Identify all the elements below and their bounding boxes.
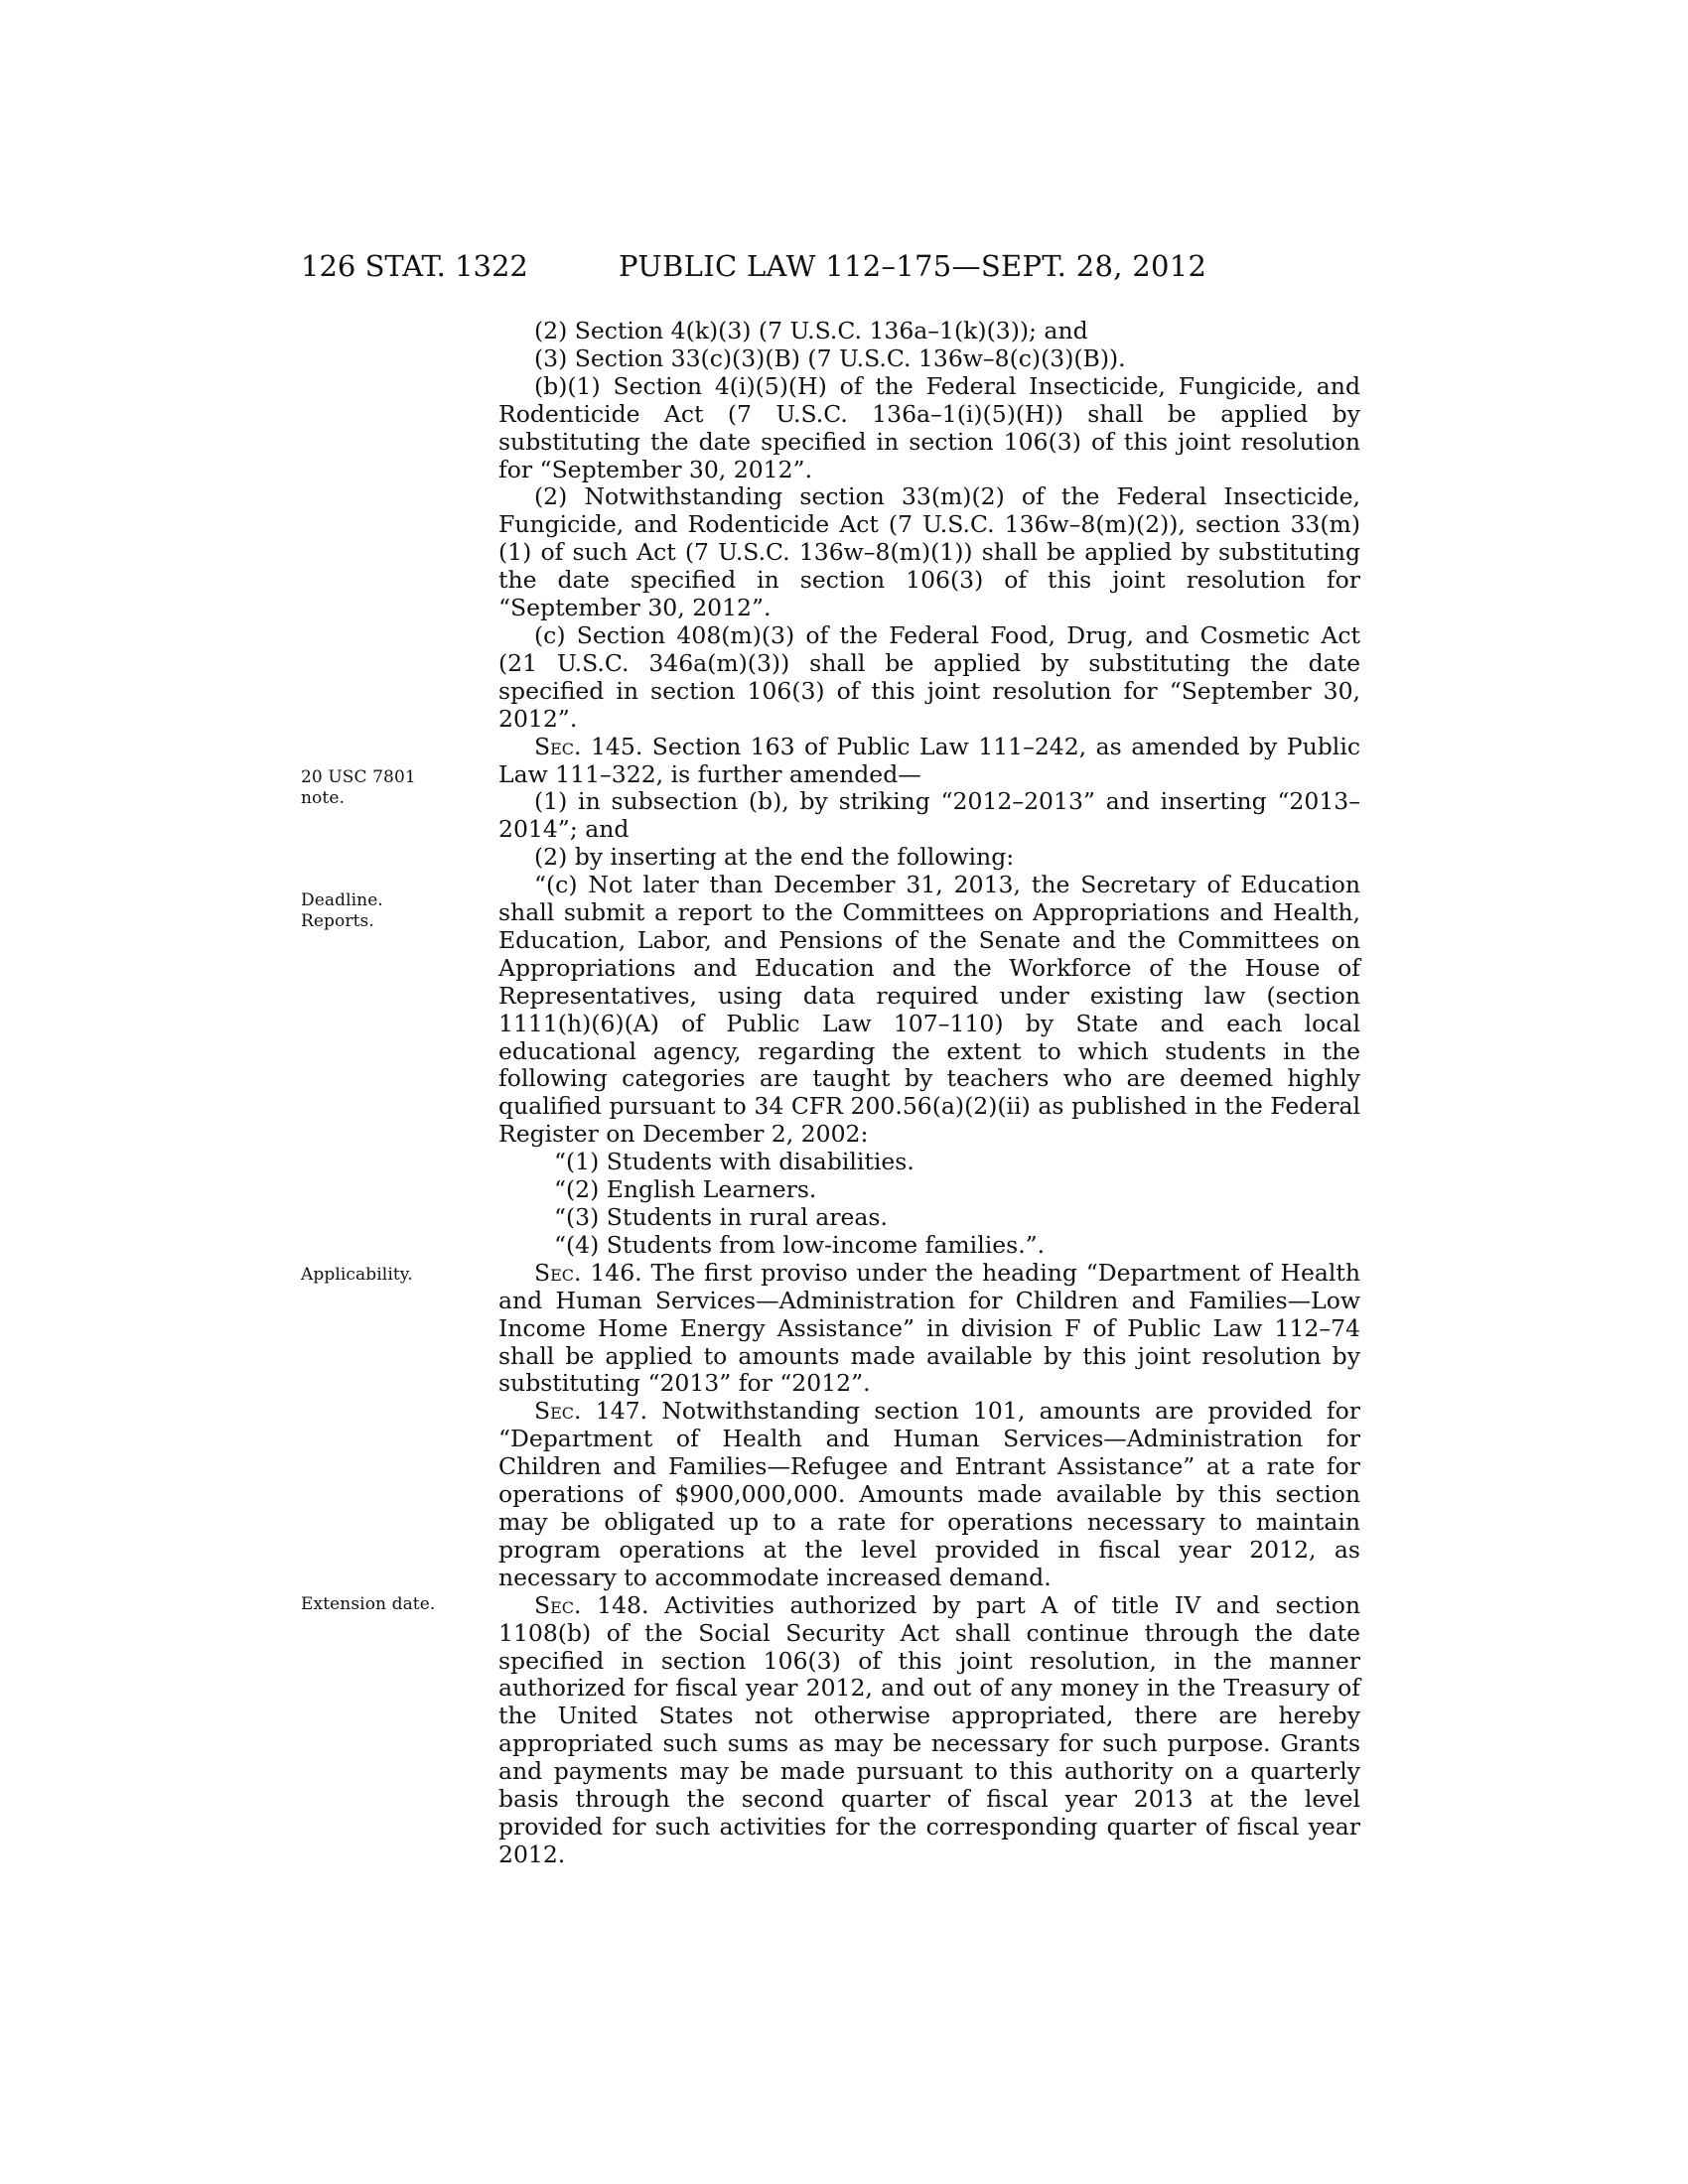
list-item: (2) by inserting at the end the following:: [534, 843, 1015, 872]
page-header: [301, 246, 1230, 286]
paragraph: (2) Section 4(k)(3) (7 U.S.C. 136a–1(k)(3)); and: [534, 317, 1088, 344]
section-label: Sec.: [534, 1397, 582, 1426]
paragraph: (b)(1) Section 4(i)(5)(H) of the Federal Insecticide, Fungicide, and Rodenticide Act (7 U.S.C. 136a–1(i)(5)(H)) shall be applied by substituting the date specified in section 106(3) of this joint resolution for “September 30, 2012”.: [498, 371, 1360, 483]
margin-note-line: 20 USC 7801: [301, 767, 416, 787]
margin-note-extension: [301, 1594, 490, 1615]
section-145: [498, 734, 1360, 789]
paragraph: (2) Notwithstanding section 33(m)(2) of the Federal Insecticide, Fungicide, and Rodenticide Act (7 U.S.C. 136w–8(m)(2)), section 33(m)(1) of such Act (7 U.S.C. 136w–8(m)(1)) shall be applied by substituting the date specified in section 106(3) of this joint resolution for “September 30, 2012”.: [498, 482, 1360, 622]
list-item-text: (1) in subsection (b), by striking “2012–2013” and inserting “2013–2014”; and: [498, 787, 1360, 844]
section-text: 145. Section 163 of Public Law 111–242, as amended by Public Law 111–322, is further amended—: [498, 732, 1360, 788]
list-item: “(2) English Learners.: [554, 1175, 817, 1204]
list-item: [498, 788, 1360, 844]
page-title: PUBLIC LAW 112–175—SEPT. 28, 2012: [619, 249, 1207, 283]
section-label: Sec.: [534, 1590, 582, 1619]
margin-note-applicability: [301, 1265, 490, 1286]
margin-note-line: Deadline.: [301, 890, 383, 910]
section-147: [498, 1398, 1360, 1591]
list-item: “(3) Students in rural areas.: [554, 1203, 888, 1231]
margin-note-line: Extension date.: [301, 1594, 436, 1614]
section-label: Sec.: [534, 732, 582, 760]
margin-note-line: note.: [301, 788, 345, 808]
quoted-subsection: “(c) Not later than December 31, 2013, the Secretary of Education shall submit a report to the Committees on Appropriations and Health, Education, Labor, and Pensions of the Senate and the Committees on Appropriations and Education and the Workforce of the House of Representatives, using data required under existing law (section 1111(h)(6)(A) of Public Law 107–110) by State and each local educational agency, regarding the extent to which students in the following categories are taught by teachers who are deemed highly qualified pursuant to 34 CFR 200.56(a)(2)(ii) as published in the Federal Register on December 2, 2002:: [498, 871, 1360, 1149]
section-text: 146. The first proviso under the heading “Department of Health and Human Services—Administration for Children and Families—Low Income Home Energy Assistance” in division F of Public Law 112–74 shall be applied to amounts made available by this joint resolution by substituting “2013” for “2012”.: [498, 1258, 1360, 1398]
body-text: [498, 318, 1360, 1869]
list-item: “(1) Students with disabilities.: [554, 1148, 914, 1176]
paragraph: (c) Section 408(m)(3) of the Federal Food, Drug, and Cosmetic Act (21 U.S.C. 346a(m)(3)) shall be applied by substituting the date specified in section 106(3) of this joint resolution for “September 30, 2012”.: [498, 620, 1360, 733]
section-146: [498, 1260, 1360, 1399]
margin-note-line: Applicability.: [301, 1265, 413, 1285]
statute-page-number: 126 STAT. 1322: [301, 249, 528, 283]
section-148: [498, 1592, 1360, 1869]
paragraph: (3) Section 33(c)(3)(B) (7 U.S.C. 136w–8(c)(3)(B)).: [534, 343, 1126, 372]
section-text: 148. Activities authorized by part A of title IV and section 1108(b) of the Social Security Act shall continue through the date specified in section 106(3) of this joint resolution, in the manner authorized for fiscal year 2012, and out of any money in the Treasury of the United States not otherwise appropriated, there are hereby appropriated such sums as may be necessary for such purpose. Grants and payments may be made pursuant to this authority on a quarterly basis through the second quarter of fiscal year 2013 at the level provided for such activities for the corresponding quarter of fiscal year 2012.: [498, 1590, 1360, 1868]
list-item: “(4) Students from low-income families.”.: [554, 1230, 1046, 1259]
margin-note-deadline: [301, 890, 490, 932]
section-label: Sec.: [534, 1258, 582, 1287]
section-text: 147. Notwithstanding section 101, amounts are provided for “Department of Health and Human Services—Administration for Children and Families—Refugee and Entrant Assistance” at a rate for operations of $900,000,000. Amounts made available by this section may be obligated up to a rate for operations necessary to maintain program operations at the level provided in fiscal year 2012, as necessary to accommodate increased demand.: [498, 1397, 1360, 1591]
margin-note-usc: [301, 767, 490, 809]
margin-note-line: Reports.: [301, 911, 374, 931]
